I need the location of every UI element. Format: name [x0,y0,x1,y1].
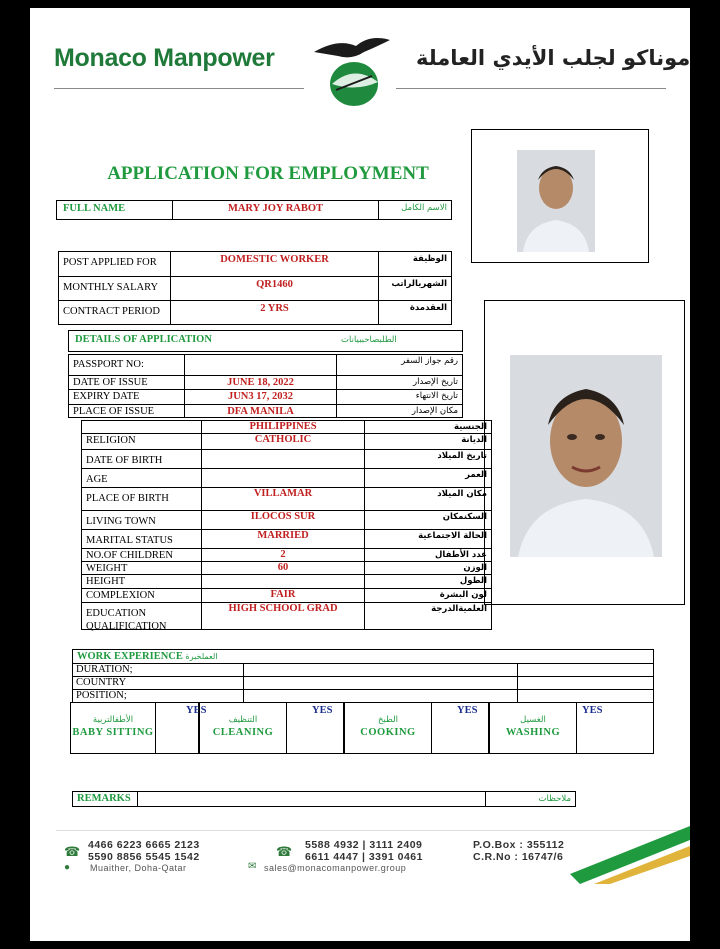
personal-label: RELIGION [81,433,202,450]
work-row-label: COUNTRY [72,676,244,690]
footer-phone-2: 5590 8856 5545 1542 [88,851,200,863]
personal-label: WEIGHT [81,561,202,575]
work-experience-label: WORK EXPERIENCE [77,651,183,662]
work-row-extra[interactable] [517,663,654,677]
personal-label-ar: الديانة [364,433,492,450]
personal-label-ar: مكان الميلاد [364,487,492,511]
personal-value[interactable]: ILOCOS SUR [201,510,365,530]
footer-phone-3: 5588 4932 | 3111 2409 [305,839,423,851]
skill-label-ar: الأطفالتربية [92,715,134,725]
company-name-english: Monaco Manpower [54,44,275,72]
passport-label-ar: مكان الإصدار [336,404,463,418]
location-icon: ● [64,862,71,873]
personal-value[interactable]: FAIR [201,588,365,603]
personal-label-ar: الجنسية [364,420,492,434]
skill-label: COOKING [360,727,416,739]
personal-value[interactable]: PHILIPPINES [201,420,365,434]
footer-phone-1: 4466 6223 6665 2123 [88,839,200,851]
skill-label: CLEANING [212,727,274,739]
job-label: MONTHLY SALARY [58,276,171,301]
job-label-ar: الشهريالراتب [378,276,452,301]
skill-name-box [70,702,156,754]
personal-value[interactable]: HIGH SCHOOL GRAD [201,602,365,630]
skill-label-ar: الطبخ [378,715,398,725]
personal-label [81,420,202,434]
company-logo [308,30,394,108]
job-value[interactable]: QR1460 [170,276,379,301]
work-experience-label-ar: العملخبرة [185,652,218,661]
personal-label: LIVING TOWN [81,510,202,530]
applicant-photo-small [517,150,595,252]
skill-label-ar: الغسيل [520,715,546,725]
application-form-page [30,8,690,941]
full-name-value: MARY JOY RABOT [172,200,379,220]
work-row-value[interactable] [243,689,518,703]
applicant-photo-large [510,355,662,557]
job-value[interactable]: 2 YRS [170,300,379,325]
personal-value[interactable] [201,449,365,469]
footer-accent-stripes [570,826,690,884]
personal-label: COMPLEXION [81,588,202,603]
personal-value[interactable]: VILLAMAR [201,487,365,511]
work-row-extra[interactable] [517,676,654,690]
personal-label-ar: عدد الأطفال [364,548,492,562]
personal-value[interactable] [201,468,365,488]
personal-value[interactable] [201,574,365,589]
passport-label: PLACE OF ISSUE [68,404,185,418]
skill-answer[interactable]: YES [576,702,654,754]
remarks-field[interactable] [137,791,486,807]
personal-label-ar: تاريخ الميلاد [364,449,492,469]
job-value[interactable]: DOMESTIC WORKER [170,251,379,277]
personal-label: NO.OF CHILDREN [81,548,202,562]
details-header-label-ar: الطلبصاحببيانات [341,335,397,345]
photo-frame-large [484,300,685,605]
full-name-label: FULL NAME [56,200,173,220]
full-name-label-ar: الاسم الكامل [378,200,452,220]
skill-name-box [489,702,577,754]
remarks-label: REMARKS [72,791,138,807]
passport-value[interactable] [184,354,337,376]
work-experience-header [72,649,654,664]
work-row-value[interactable] [243,676,518,690]
skill-label: WASHING [505,727,561,739]
skill-label: BABY SITTING [72,727,154,739]
personal-label: PLACE OF BIRTH [81,487,202,511]
details-header-label: DETAILS OF APPLICATION [75,334,212,345]
personal-label: EDUCATION QUALIFICATION [81,602,202,630]
work-row-label: DURATION; [72,663,244,677]
footer-email[interactable]: sales@monacomanpower.group [264,863,407,873]
passport-label-ar: تاريخ الإصدار [336,375,463,390]
form-title: APPLICATION FOR EMPLOYMENT [107,163,429,184]
passport-value[interactable]: DFA MANILA [184,404,337,418]
passport-label-ar: تاريخ الانتهاء [336,389,463,405]
personal-label: AGE [81,468,202,488]
work-row-extra[interactable] [517,689,654,703]
personal-value[interactable]: 2 [201,548,365,562]
job-label: CONTRACT PERIOD [58,300,171,325]
header-divider-right [396,88,666,89]
personal-label: MARITAL STATUS [81,529,202,549]
job-label-ar: الوظيفة [378,251,452,277]
skill-answer[interactable]: YES [431,702,489,754]
personal-label: DATE OF BIRTH [81,449,202,469]
skill-name-box [199,702,287,754]
personal-value[interactable]: 60 [201,561,365,575]
personal-label-ar: الوزن [364,561,492,575]
footer-address: Muaither, Doha-Qatar [90,863,187,873]
passport-value[interactable]: JUN3 17, 2032 [184,389,337,405]
personal-label-ar: لون البشرة [364,588,492,603]
footer-crno: C.R.No : 16747/6 [473,851,564,863]
personal-label-ar: العلميةالدرجة [364,602,492,630]
header-divider-left [54,88,304,89]
photo-frame-small [471,129,649,263]
skill-answer[interactable]: YES [286,702,344,754]
mobile-icon: ☎ [276,844,293,859]
phone-icon: ☎ [64,844,81,859]
job-label-ar: العقدمدة [378,300,452,325]
skill-name-box [344,702,432,754]
passport-value[interactable]: JUNE 18, 2022 [184,375,337,390]
personal-value[interactable]: MARRIED [201,529,365,549]
skill-label-ar: التنظيف [228,715,258,725]
details-header [68,330,463,352]
personal-label-ar: السكنمكان [364,510,492,530]
footer-phone-4: 6611 4447 | 3391 0461 [305,851,423,863]
personal-label-ar: الحالة الاجتماعية [364,529,492,549]
work-row-value[interactable] [243,663,518,677]
remarks-label-ar: ملاحظات [485,791,576,807]
footer-pobox: P.O.Box : 355112 [473,839,565,851]
personal-label: HEIGHT [81,574,202,589]
company-name-arabic: موناكو لجلب الأيدي العاملة [416,46,691,70]
skill-answer[interactable]: YES [155,702,199,754]
passport-label: PASSPORT NO: [68,354,185,376]
job-label: POST APPLIED FOR [58,251,171,277]
passport-label-ar: رقم جواز السفر [336,354,463,376]
email-icon: ✉ [248,861,257,872]
work-row-label: POSITION; [72,689,244,703]
personal-label-ar: الطول [364,574,492,589]
passport-label: EXPIRY DATE [68,389,185,405]
personal-label-ar: العمر [364,468,492,488]
passport-label: DATE OF ISSUE [68,375,185,390]
personal-value[interactable]: CATHOLIC [201,433,365,450]
